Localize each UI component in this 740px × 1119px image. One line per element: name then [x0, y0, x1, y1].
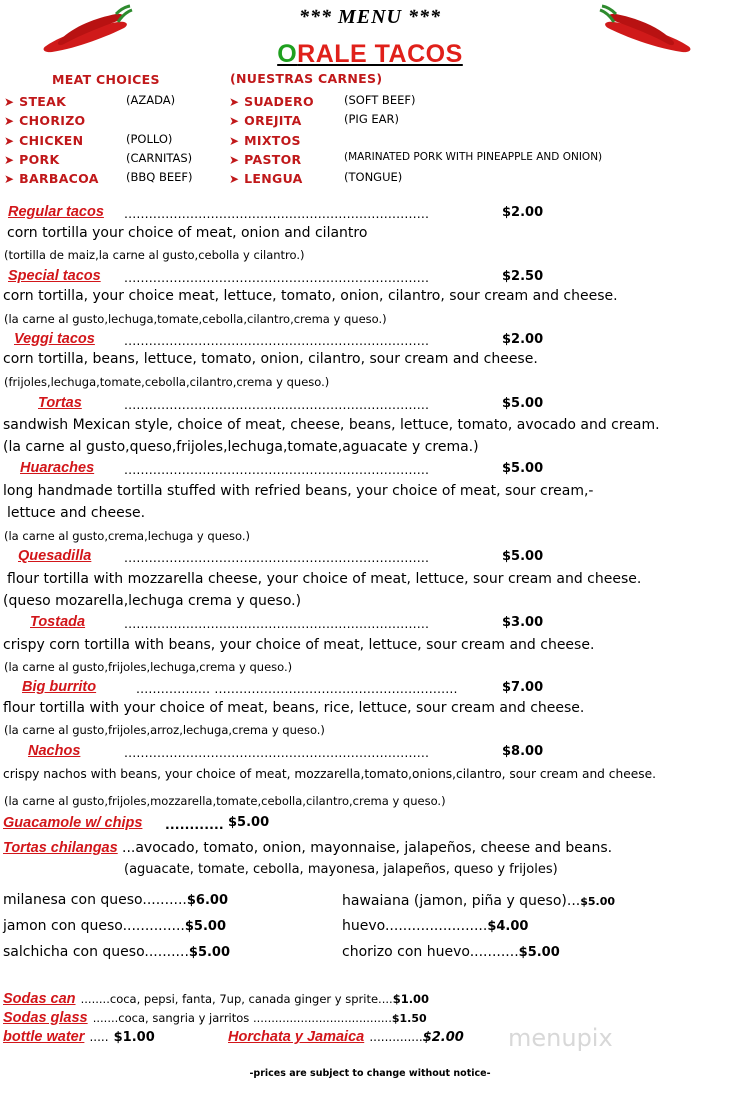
meat-spanish: (CARNITAS): [126, 151, 193, 165]
torta-option: [3, 918, 226, 934]
item-description: corn tortilla, your choice meat, lettuce, tomato, onion, cilantro, sour cream and cheese.: [3, 288, 618, 304]
meat-spanish: (SOFT BEEF): [344, 93, 416, 107]
nuestras-carnes-heading: (NUESTRAS CARNES): [230, 71, 383, 86]
item-description: long handmade tortilla stuffed with refried beans, your choice of meat, sour cream,-: [3, 483, 594, 499]
meat-name: PASTOR: [244, 152, 302, 167]
watermark: menupix: [508, 1024, 613, 1052]
guacamole-dots: ............: [165, 817, 224, 832]
meat-name: STEAK: [19, 94, 67, 109]
torta-option-label: huevo.......................: [342, 918, 488, 934]
item-name: Regular tacos: [8, 204, 104, 220]
torta-option-label: milanesa con queso..........: [3, 892, 187, 908]
meat-item: [229, 130, 301, 149]
drink-price: $2.00: [422, 1030, 464, 1045]
item-description: corn tortilla, beans, lettuce, tomato, onion, cilantro, sour cream and cheese.: [3, 351, 538, 367]
leader-dots: ..........................................................................: [124, 333, 430, 348]
leader-dots: ..........................................................................: [124, 270, 430, 285]
item-spanish: (tortilla de maiz,la carne al gusto,cebolla y cilantro.): [4, 248, 305, 262]
meat-choices-heading: MEAT CHOICES: [52, 72, 160, 87]
torta-option: [342, 893, 615, 909]
arrow-icon: ➤: [4, 153, 15, 167]
arrow-icon: ➤: [4, 172, 15, 186]
drink-row-sodas-can: [3, 988, 429, 1007]
item-price: $5.00: [502, 461, 544, 476]
meat-name: SUADERO: [244, 94, 314, 109]
meat-item: [229, 168, 303, 187]
meat-item: [229, 110, 302, 129]
torta-option-price: $5.00: [184, 919, 226, 934]
arrow-icon: ➤: [229, 153, 240, 167]
brand-rest: RALE TACOS: [297, 40, 463, 68]
item-name: Veggi tacos: [14, 331, 95, 347]
torta-option-label: chorizo con huevo...........: [342, 944, 519, 960]
drink-detail: ........coca, pepsi, fanta, 7up, canada ginger y sprite....: [80, 992, 393, 1006]
item-spanish: (la carne al gusto,frijoles,mozzarella,tomate,cebolla,cilantro,crema y queso.): [4, 794, 446, 808]
item-description: corn tortilla your choice of meat, onion and cilantro: [7, 225, 368, 241]
item-name: Big burrito: [22, 679, 97, 695]
item-description: crispy nachos with beans, your choice of meat, mozzarella,tomato,onions,cilantro, sour cream and cheese.: [3, 767, 656, 781]
item-description: flour tortilla with your choice of meat, beans, rice, lettuce, sour cream and cheese.: [3, 700, 585, 716]
drink-name: bottle water: [3, 1029, 85, 1045]
item-name: Tortas: [38, 395, 82, 411]
leader-dots: ..........................................................................: [124, 206, 430, 221]
leader-dots: ..........................................................................: [124, 616, 430, 631]
arrow-icon: ➤: [229, 95, 240, 109]
item-spanish: (la carne al gusto,queso,frijoles,lechuga,tomate,aguacate y crema.): [3, 439, 479, 455]
leader-dots: ..........................................................................: [124, 462, 430, 477]
torta-option: [342, 918, 528, 934]
meat-name: PORK: [19, 152, 60, 167]
drink-name: Horchata y Jamaica: [228, 1029, 365, 1045]
item-name: Huaraches: [20, 460, 95, 476]
item-description: sandwish Mexican style, choice of meat, cheese, beans, lettuce, tomato, avocado and cream.: [3, 417, 660, 433]
meat-item: [4, 149, 59, 168]
meat-item: [4, 130, 83, 149]
item-price: $5.00: [502, 549, 544, 564]
drink-price: $1.50: [391, 1012, 427, 1025]
menu-header: *** MENU ***: [298, 6, 441, 28]
drink-name: Sodas glass: [3, 1010, 88, 1026]
drink-detail: .......coca, sangria y jarritos ......................................: [92, 1011, 392, 1025]
torta-option-label: hawaiana (jamon, piña y queso)...: [342, 893, 581, 909]
item-spanish: (queso mozarella,lechuga crema y queso.): [3, 593, 302, 609]
meat-name: BARBACOA: [19, 171, 99, 186]
meat-item: [229, 149, 301, 168]
arrow-icon: ➤: [4, 114, 15, 128]
meat-spanish: (PIG EAR): [344, 112, 399, 126]
item-description-continued: lettuce and cheese.: [7, 505, 146, 521]
torta-option: [3, 944, 230, 960]
item-spanish: (la carne al gusto,lechuga,tomate,cebolla,cilantro,crema y queso.): [4, 312, 387, 326]
meat-name: LENGUA: [244, 171, 303, 186]
chilangas-name: Tortas chilangas: [3, 840, 118, 856]
item-name: Special tacos: [8, 268, 101, 284]
leader-dots: ..........................................................................: [124, 550, 430, 565]
item-price: $7.00: [502, 680, 544, 695]
leader-dots: ..........................................................................: [124, 397, 430, 412]
chilangas-description: ...avocado, tomato, onion, mayonnaise, jalapeños, cheese and beans.: [122, 840, 613, 856]
torta-option-price: $4.00: [487, 919, 529, 934]
torta-option-price: $6.00: [186, 893, 229, 908]
item-description: flour tortilla with mozzarella cheese, your choice of meat, lettuce, sour cream and cheese.: [7, 571, 642, 587]
meat-name: CHORIZO: [19, 113, 86, 128]
torta-option-price: $5.00: [188, 945, 231, 960]
item-description: crispy corn tortilla with beans, your choice of meat, lettuce, sour cream and cheese.: [3, 637, 595, 653]
drink-detail: .....: [89, 1030, 109, 1044]
torta-option-label: salchicha con queso..........: [3, 944, 189, 960]
arrow-icon: ➤: [229, 114, 240, 128]
item-price: $3.00: [502, 615, 544, 630]
meat-spanish: (TONGUE): [344, 170, 403, 184]
item-price: $8.00: [502, 744, 544, 759]
meat-item: [229, 91, 314, 110]
restaurant-name: [0, 40, 740, 69]
item-spanish: (la carne al gusto,crema,lechuga y queso.): [4, 529, 251, 543]
drink-row-water: [3, 1026, 155, 1045]
meat-spanish: (BBQ BEEF): [126, 170, 193, 184]
torta-option: [3, 892, 228, 908]
leader-dots: .................. ...........................................................: [136, 681, 458, 696]
item-spanish: (frijoles,lechuga,tomate,cebolla,cilantro,crema y queso.): [4, 375, 330, 389]
meat-name: MIXTOS: [244, 133, 301, 148]
meat-spanish: (POLLO): [126, 132, 173, 146]
item-name: Tostada: [30, 614, 86, 630]
item-price: $2.50: [502, 269, 544, 284]
item-spanish: (la carne al gusto,frijoles,lechuga,crema y queso.): [4, 660, 293, 674]
meat-spanish: (AZADA): [126, 93, 176, 107]
arrow-icon: ➤: [4, 134, 15, 148]
meat-item: [4, 110, 85, 129]
leader-dots: ..........................................................................: [124, 745, 430, 760]
drink-detail: ..............: [369, 1030, 423, 1044]
guacamole-price: $5.00: [228, 815, 270, 830]
meat-name: OREJITA: [244, 113, 302, 128]
item-spanish: (la carne al gusto,frijoles,arroz,lechuga,crema y queso.): [4, 723, 325, 737]
brand-initial: O: [277, 40, 298, 68]
arrow-icon: ➤: [229, 172, 240, 186]
item-name: Quesadilla: [18, 548, 92, 564]
price-disclaimer: -prices are subject to change without notice-: [249, 1068, 491, 1079]
meat-name: CHICKEN: [19, 133, 84, 148]
chilangas-spanish: (aguacate, tomate, cebolla, mayonesa, jalapeños, queso y frijoles): [124, 862, 558, 877]
torta-option: [342, 944, 560, 960]
arrow-icon: ➤: [4, 95, 15, 109]
item-price: $5.00: [502, 396, 544, 411]
torta-option-label: jamon con queso..............: [3, 918, 185, 934]
drink-row-sodas-glass: [3, 1007, 427, 1026]
meat-spanish: (MARINATED PORK WITH PINEAPPLE AND ONION): [344, 151, 603, 163]
meat-item: [4, 91, 66, 110]
torta-option-price: $5.00: [580, 895, 616, 908]
torta-option-price: $5.00: [518, 945, 560, 960]
drink-row-horchata: [228, 1026, 464, 1045]
arrow-icon: ➤: [229, 134, 240, 148]
drink-name: Sodas can: [3, 991, 76, 1007]
item-price: $2.00: [502, 332, 544, 347]
drink-price: $1.00: [392, 992, 430, 1006]
guacamole-name: Guacamole w/ chips: [3, 815, 143, 831]
item-price: $2.00: [502, 205, 544, 220]
item-name: Nachos: [28, 743, 81, 759]
drink-price: $1.00: [113, 1030, 155, 1045]
meat-item: [4, 168, 99, 187]
